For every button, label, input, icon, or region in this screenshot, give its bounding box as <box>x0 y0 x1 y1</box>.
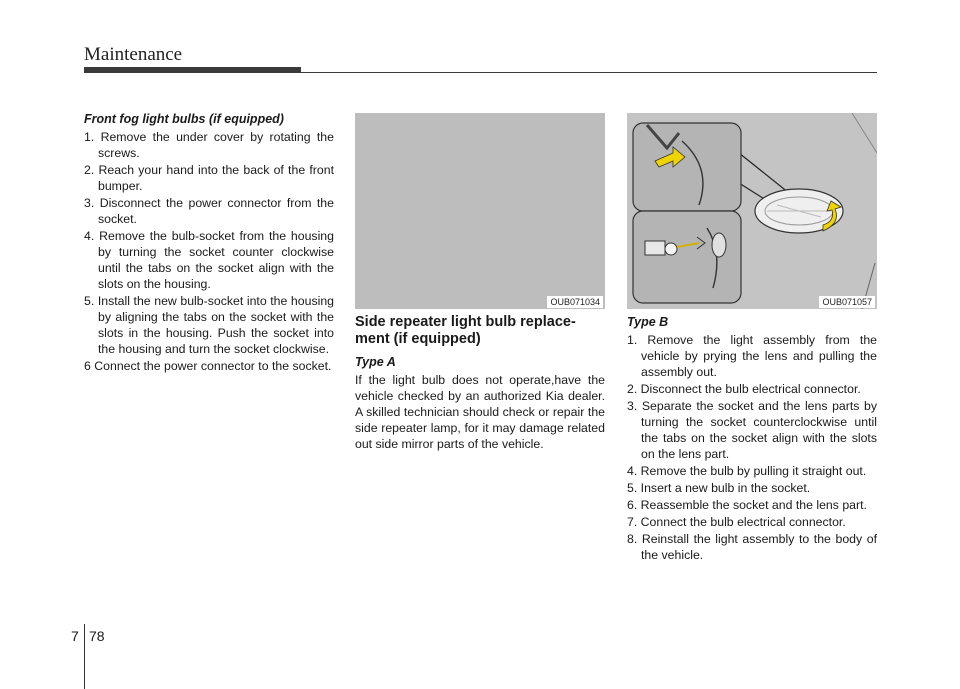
page-header-title: Maintenance <box>84 44 183 65</box>
type-b-step: 5. Insert a new bulb in the socket. <box>627 481 811 495</box>
section-number: 7 <box>71 628 79 644</box>
type-b-step: 2. Disconnect the bulb electrical connector. <box>627 382 861 396</box>
fog-step: 5. Install the new bulb-socket into the housing by aligning the tabs on the socket with the slots in the housing. Push the socket into the housing and turn the socket clockwise. <box>84 294 334 356</box>
type-a-heading: Type A <box>355 355 396 369</box>
fog-step: 4. Remove the bulb-socket from the housing by turning the socket counter clockwise until the tabs on the socket align with the slots on the housing. <box>84 229 334 291</box>
header-accent-bar <box>84 67 301 73</box>
type-a-text: If the light bulb does not operate,have the vehicle checked by an authorized Kia dealer. A skilled technician should check or repair the side repeater lamp, for it may damage related out side mirror parts of the vehicle. <box>355 373 605 451</box>
type-b-step: 1. Remove the light assembly from the vehicle by prying the lens and pulling the assembly out. <box>627 333 877 379</box>
repeater-lamp-illustration <box>627 113 877 309</box>
figure-oub071034 <box>355 113 605 309</box>
side-repeater-heading: Side repeater light bulb replace-ment (if equipped) <box>355 314 576 347</box>
type-b-step: 4. Remove the bulb by pulling it straight out. <box>627 464 867 478</box>
type-b-section <box>627 314 877 564</box>
fog-step: 3. Disconnect the power connector from the socket. <box>84 196 334 226</box>
page-number: 78 <box>89 628 105 644</box>
figure-oub071057 <box>627 113 877 309</box>
footer-divider <box>84 624 85 689</box>
figure-label: OUB071034 <box>547 296 603 308</box>
header-rule <box>301 72 877 73</box>
figure-label: OUB071057 <box>819 296 875 308</box>
fog-light-section <box>84 111 334 375</box>
type-b-step: 7. Connect the bulb electrical connector. <box>627 515 846 529</box>
type-b-step: 6. Reassemble the socket and the lens part. <box>627 498 867 512</box>
type-b-steps <box>627 332 877 563</box>
type-b-step: 3. Separate the socket and the lens parts by turning the socket counterclockwise until the tabs on the socket align with the slots on the lens part. <box>627 399 877 461</box>
type-b-heading: Type B <box>627 315 669 329</box>
side-repeater-section <box>355 314 605 452</box>
fog-step: 1. Remove the under cover by rotating the screws. <box>84 130 334 160</box>
fog-step: 6 Connect the power connector to the socket. <box>84 359 332 373</box>
type-b-step: 8. Reinstall the light assembly to the body of the vehicle. <box>627 532 877 562</box>
fog-light-steps <box>84 129 334 374</box>
fog-light-heading: Front fog light bulbs (if equipped) <box>84 112 284 126</box>
fog-step: 2. Reach your hand into the back of the front bumper. <box>84 163 334 193</box>
